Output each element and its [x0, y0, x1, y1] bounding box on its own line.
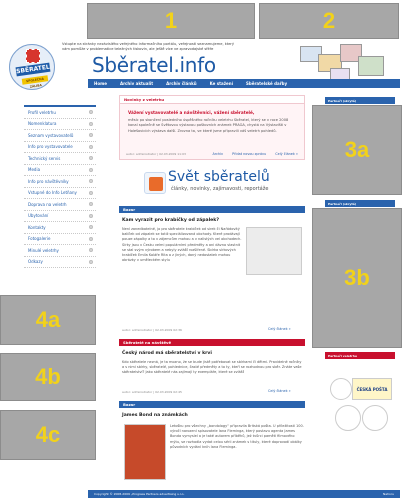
footer-copyright: Copyright © 2008-2009 „Progress Partners advertising s.r.o. [94, 492, 185, 496]
ad-slot-4a: 4a [0, 295, 96, 345]
article-title[interactable]: Český národ má sběratelství v krvi [122, 351, 213, 356]
james-bond-image [124, 424, 166, 480]
article-category-bar: Bazar [119, 401, 305, 408]
sidebar-item-label: Nomenklatura [28, 121, 57, 127]
main-nav [88, 79, 400, 88]
sidebar-item-profil[interactable] [24, 107, 96, 119]
nav-ke-stazeni[interactable]: Ke stažení [209, 81, 233, 86]
ad-slot-3b: 3b [312, 208, 402, 348]
ad-slot-4b: 4b [0, 353, 96, 401]
arrow-icon [89, 133, 93, 137]
arrow-icon [89, 110, 93, 114]
news-body: měsíc po skončení posledního úspěšného ročníku veletrhu Sběratel, který se v roce 2008 konal společně se Světovou výstavou poštovních známek PRAGA, chystá na Výstavišti v Holešovicích výstava další. Zrovna ta, ve které jsme připravili váš veletrh pohledů. [128, 118, 289, 133]
sidebar-item-label: Doprava na veletrh [28, 201, 67, 207]
partner-logo[interactable] [362, 405, 388, 431]
ad-slot-2: 2 [259, 3, 399, 39]
nav-home[interactable]: Home [94, 81, 107, 86]
sidebar-item-nomenklatura[interactable] [24, 119, 96, 131]
article-more-link[interactable]: Celý článek » [268, 327, 291, 331]
arrow-icon [89, 156, 93, 160]
sidebar-item-vstupne[interactable] [24, 188, 96, 200]
ceska-posta-logo[interactable]: ČESKÁ POŠTA [352, 378, 392, 400]
site-logo[interactable] [9, 44, 55, 90]
ad-slot-3a: 3a [312, 105, 402, 195]
sidebar-item-doprava[interactable] [24, 199, 96, 211]
brand-name-tld: .info [173, 53, 216, 77]
sidebar-item-label: Seznam vystavovatelů [28, 132, 74, 138]
header-tagline: Vstupte na stránky nezávislého veřejného informačního portálu, veřejnosti seznamujeme, který vám pomůže v problematice teležných tiskovin, ale ještě více ve zpravodajské sféře [62, 42, 235, 51]
partner-logo[interactable] [330, 378, 352, 400]
news-links [204, 152, 298, 156]
news-box [119, 95, 305, 160]
nav-archiv-clanku[interactable]: Archiv článků [166, 81, 197, 86]
news-title: Vážení vystavovatelé a návštěvníci, vážení sběratelé, [128, 110, 255, 115]
sidebar-item-label: Technický servis [28, 155, 61, 161]
sidebar-item-media[interactable] [24, 165, 96, 177]
arrow-icon [89, 145, 93, 149]
news-more-link[interactable]: Celý článek » [275, 152, 298, 156]
sidebar-item-minule-veletrhy[interactable] [24, 245, 96, 257]
section-icon [144, 172, 166, 194]
sidebar-item-label: Profil veletrhu [28, 109, 56, 115]
article-title[interactable]: James Bond na známkách [122, 413, 188, 418]
sidebar-item-technicky-servis[interactable] [24, 153, 96, 165]
arrow-icon [89, 260, 93, 264]
sidebar-item-label: Minulé veletrhy [28, 247, 59, 253]
news-meta: autor: administrator | 02.03.2009 11:03 [126, 152, 186, 156]
article-meta: autor: administrator | 02.03.2009 02:36 [122, 328, 182, 332]
partner-logo[interactable] [335, 405, 361, 431]
article-text: Kdo sběratele nezná, je ta mozno, že se bude jistě potřebovat se sbírkami či dětmi. Pravidelné ročníky a s nimi sbírky, sběratelé, pohlednice, časté předměty a to ty, kteří se rozhodnou pro sběr. Znáte vaše sběratelství? Jako sběratelé nás zajímají ty exempláře, které se zvlášť [122, 360, 302, 375]
sidebar-item-label: Vstupné do Info Letňany [28, 190, 77, 196]
header-collage [300, 44, 390, 84]
brand-name-main: Sběratel [92, 53, 174, 77]
sidebar-item-label: Media [28, 167, 41, 173]
sidebar-item-odkazy[interactable] [24, 257, 96, 269]
sidebar-item-label: Odkazy [28, 259, 43, 265]
sidebar-item-kontakty[interactable] [24, 222, 96, 234]
news-box-header: Novinky z veletrhu [120, 96, 304, 104]
nav-archiv-aktualit[interactable]: Archiv aktualit [119, 81, 154, 86]
arrow-icon [89, 225, 93, 229]
right-box-header: Partneři veletrhu [325, 352, 395, 359]
article-title[interactable]: Kam vyrazit pro krabičky od zápalek? [122, 218, 220, 223]
sidebar-item-info-vystavovatele[interactable] [24, 142, 96, 154]
sidebar-item-label: Info pro návštěvníky [28, 178, 69, 184]
section-title: Svět sběratelů [168, 169, 270, 185]
arrow-icon [89, 191, 93, 195]
sidebar-item-label: Info pro vystavovatele [28, 144, 73, 150]
arrow-icon [89, 202, 93, 206]
sidebar-item-label: Fotogalerie [28, 236, 51, 242]
arrow-icon [89, 179, 93, 183]
article-text: Letošku pro všechny „bondology“ připravila Britská pošta. U příležitosti 100. výročí narození spisovatele Iana Fleminga, který postavu agenta James Bonda vymyslel a je také autorem příběhů, jež tvůrci paměti filmového mýtu, se rozhodla vydat celou sérii známek s tituly, které doprovodí obálky původních vydání knih Iana Fleminga. [170, 424, 304, 449]
news-add-link[interactable]: Přidat novou zprávu [232, 152, 267, 156]
article-image [246, 227, 302, 275]
sidebar-item-label: Ubytování [28, 213, 49, 219]
stamp-icon [26, 49, 40, 63]
nav-sberatelske-darby[interactable]: Sběratelské dařby [245, 81, 288, 86]
sidebar-item-label: Kontakty [28, 224, 46, 230]
arrow-icon [89, 214, 93, 218]
sidebar-item-ubytovani[interactable] [24, 211, 96, 223]
brand-name[interactable] [92, 55, 216, 75]
sidebar-menu [24, 105, 96, 268]
arrow-icon [89, 122, 93, 126]
ad-slot-1: 1 [87, 3, 255, 39]
article-more-link[interactable]: Celý článek » [268, 389, 291, 393]
right-box-header: Partneři (skrytá) [325, 97, 395, 104]
logo-badge-top: SBĚRATEL [15, 63, 51, 76]
sidebar-item-seznam[interactable] [24, 130, 96, 142]
logo-badge-bottom: SPOLEČNÁ ZÁLIBA [22, 75, 49, 85]
article-category-bar: Sběratelé na návštěvě [119, 339, 305, 346]
sidebar-item-info-navstevniky[interactable] [24, 176, 96, 188]
arrow-icon [89, 168, 93, 172]
footer [88, 490, 400, 498]
arrow-icon [89, 237, 93, 241]
ad-slot-4c: 4c [0, 410, 96, 460]
news-archive-link[interactable]: Archiv [212, 152, 224, 156]
right-box-header: Partneři (skrytá) [325, 200, 395, 207]
article-text: Není zanedbatelné, jo pro sběratele krabiček od sirek či Nařádovitý balíček od zápalek se totiž speciálizovaná obchody. Které prodávají pouze zápalky a to v zájemcům mohou a v nalistých vel obchodech. Sírky jsou v Česku velmi populárními předměty a ani dávno vlastnit se stal svým výrobem a nebyly zvlášť rozšířené. Sbírka sírkových krabiček Emila Koláře Rita a z jiných, daný nedostatek mohou obrázky v uměleckém stylu [122, 227, 242, 263]
article-category-bar: Bazar [119, 206, 305, 213]
footer-top-link[interactable]: Nahoru [383, 492, 394, 496]
sidebar-item-fotogalerie[interactable] [24, 234, 96, 246]
article-meta: autor: administrator | 02.03.2009 02:45 [122, 390, 182, 394]
arrow-icon [89, 248, 93, 252]
section-subtitle: články, novinky, zajímavosti, reportáže [171, 186, 269, 192]
